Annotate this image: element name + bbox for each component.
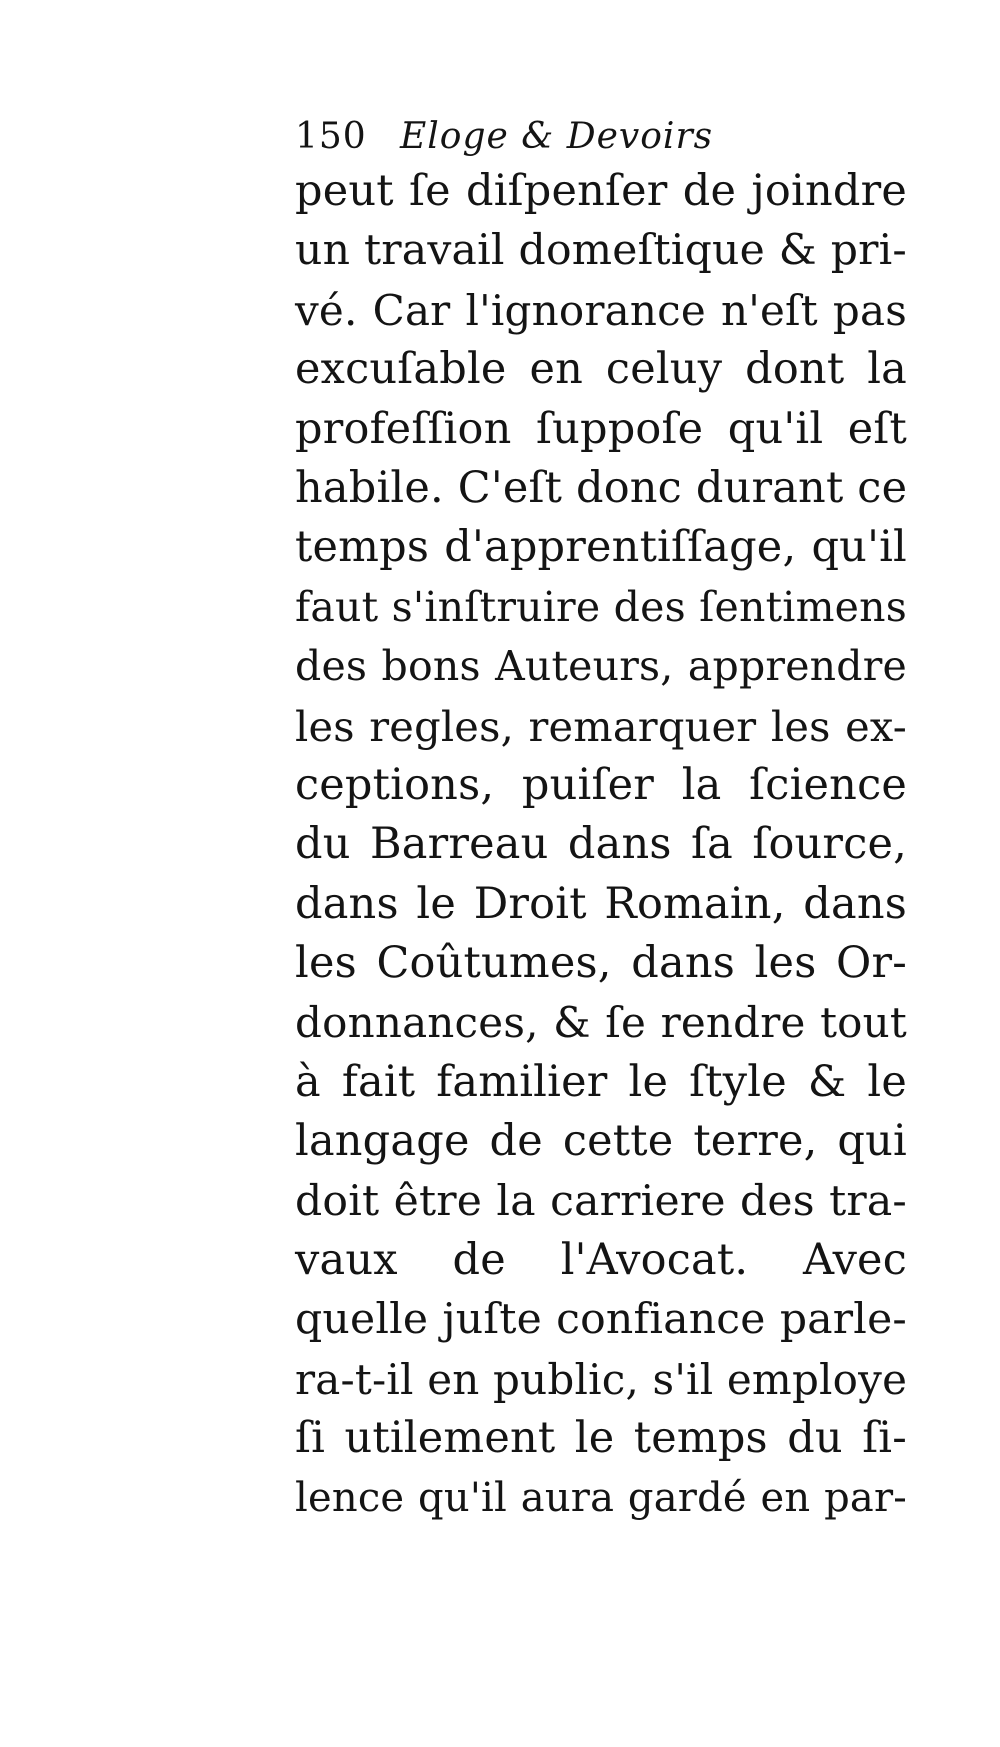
text-line: vaux de l'Avocat. Avec xyxy=(295,1235,907,1286)
text-line: un travail domeſtique & pri- xyxy=(295,226,907,276)
running-title: Eloge & Devoirs xyxy=(400,116,714,157)
text-line: ra-t-il en public, s'il employe xyxy=(295,1354,908,1404)
text-line: les Coûtumes, dans les Or- xyxy=(295,938,907,989)
text-line: ceptions, puiſer la ſcience xyxy=(295,759,907,810)
text-line: temps d'apprentiſſage, qu'il xyxy=(295,522,907,573)
text-line: donnances, & ſe rendre tout xyxy=(295,998,907,1048)
text-line: langage de cette terre, qui xyxy=(295,1116,907,1167)
text-line: les regles, remarquer les ex- xyxy=(295,701,907,751)
text-line: vé. Car l'ignorance n'eſt pas xyxy=(295,285,907,335)
text-line: lence qu'il aura gardé en par- xyxy=(295,1474,907,1521)
text-line: doit être la carriere des tra- xyxy=(295,1176,907,1226)
text-line: ſi utilement le temps du ſi- xyxy=(295,1413,907,1464)
running-head xyxy=(295,112,907,162)
text-block xyxy=(295,112,907,1528)
page-number: 150 xyxy=(295,116,367,157)
text-line: faut s'inſtruire des ſentimens xyxy=(295,582,907,631)
text-line: des bons Auteurs, apprendre xyxy=(295,642,907,691)
text-line: excuſable en celuy dont la xyxy=(295,344,907,395)
text-line: quelle juſte confiance parle- xyxy=(295,1295,907,1345)
text-line: peut ſe diſpenſer de joindre xyxy=(295,166,907,216)
text-line: habile. C'eſt donc durant ce xyxy=(295,462,908,513)
text-line: dans le Droit Romain, dans xyxy=(295,878,907,929)
text-line: profeſſion ſuppoſe qu'il eſt xyxy=(295,403,907,454)
body-text xyxy=(295,162,907,1528)
text-line: du Barreau dans ſa ſource, xyxy=(295,819,907,870)
text-line: à fait familier le ſtyle & le xyxy=(295,1056,907,1107)
